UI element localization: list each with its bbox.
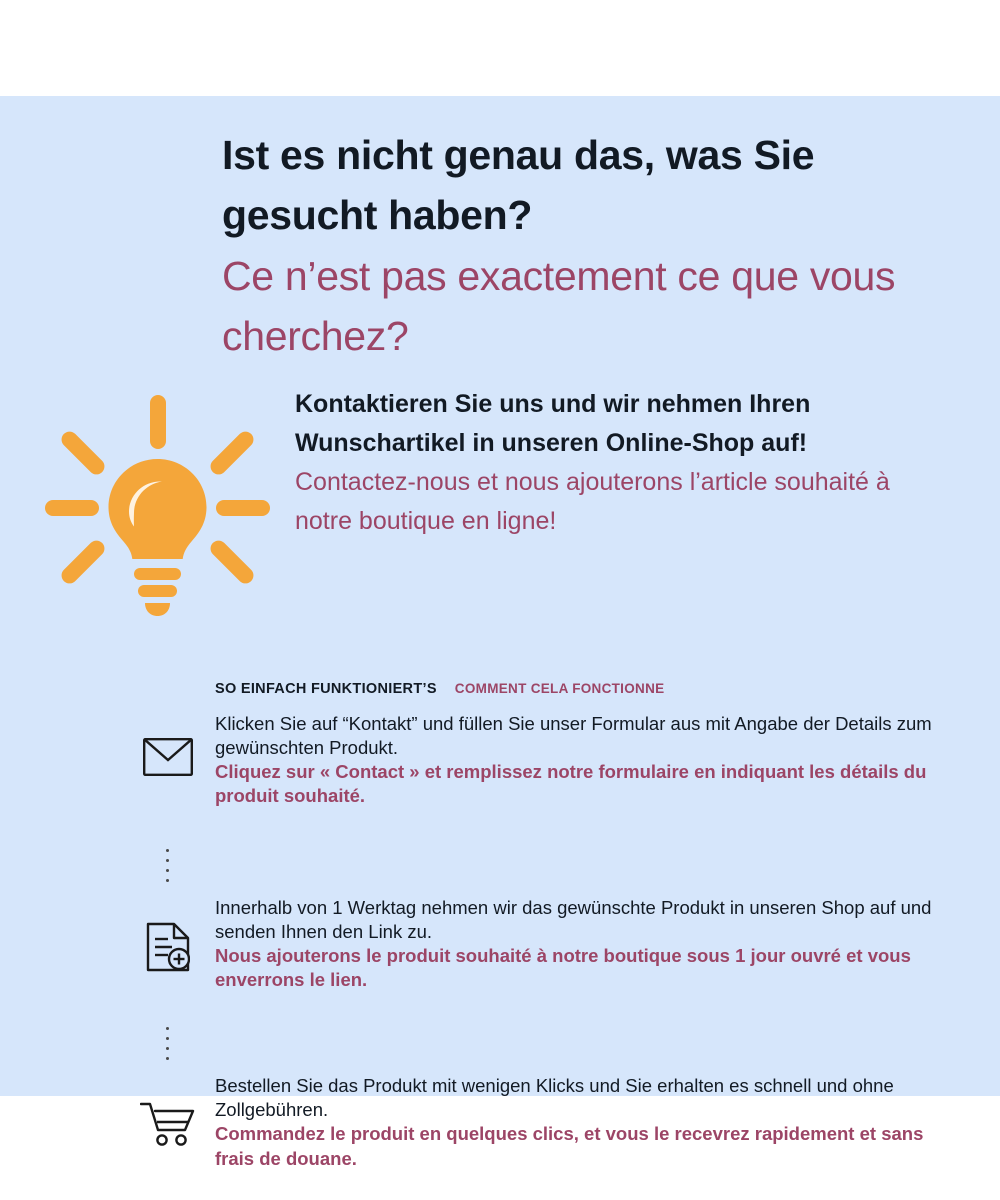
step-item-2	[120, 896, 940, 992]
headline-french: Ce n’est pas exactement ce que vous cherchez?	[222, 252, 896, 359]
step-1-german: Klicken Sie auf “Kontakt” und füllen Sie unser Formular aus mit Angabe der Details zum gewünschten Produkt.	[215, 713, 932, 759]
dotted-connector-2	[120, 1012, 215, 1074]
steps-list	[120, 712, 940, 1171]
spacer-2	[120, 992, 940, 1012]
steps-heading-french: COMMENT CELA FONCTIONNE	[454, 681, 665, 696]
step-2-german: Innerhalb von 1 Werktag nehmen wir das gewünschte Produkt in unseren Shop auf und senden Ihnen den Link zu.	[215, 897, 932, 943]
step-1-icon-column	[120, 712, 215, 781]
step-3-french: Commandez le produit en quelques clics, et vous le recevrez rapidement et sans frais de douane.	[215, 1123, 924, 1169]
step-3-text	[215, 1074, 940, 1170]
headline-german: Ist es nicht genau das, was Sie gesucht haben?	[222, 132, 815, 239]
step-1-french: Cliquez sur « Contact » et remplissez notre formulaire en indiquant les détails du produit souhaité.	[215, 761, 927, 807]
step-2-text	[215, 896, 940, 992]
step-2-icon-column	[120, 896, 215, 977]
dotted-connector-1	[120, 834, 215, 896]
lightbulb-icon	[35, 385, 280, 630]
step-item-3	[120, 1074, 940, 1170]
document-add-icon	[146, 922, 190, 977]
step-3-german: Bestellen Sie das Produkt mit wenigen Klicks und Sie erhalten es schnell und ohne Zollgebühren.	[215, 1075, 894, 1121]
subheadline-block	[295, 385, 915, 541]
envelope-icon	[143, 738, 193, 781]
steps-heading	[215, 681, 664, 697]
subheadline-french: Contactez-nous et nous ajouterons l’article souhaité à notre boutique en ligne!	[295, 468, 890, 535]
step-3-icon-column	[120, 1074, 215, 1151]
step-2-french: Nous ajouterons le produit souhaité à notre boutique sous 1 jour ouvré et vous enverrons le lien.	[215, 945, 911, 991]
subheadline-german: Kontaktieren Sie uns und wir nehmen Ihren Wunschartikel in unseren Online-Shop auf!	[295, 390, 811, 457]
steps-heading-german: SO EINFACH FUNKTIONIERT’S	[215, 681, 437, 697]
shopping-cart-icon	[140, 1100, 196, 1151]
step-item-1	[120, 712, 940, 808]
step-1-text	[215, 712, 940, 808]
spacer-1	[120, 808, 940, 834]
headline-block	[222, 125, 922, 366]
